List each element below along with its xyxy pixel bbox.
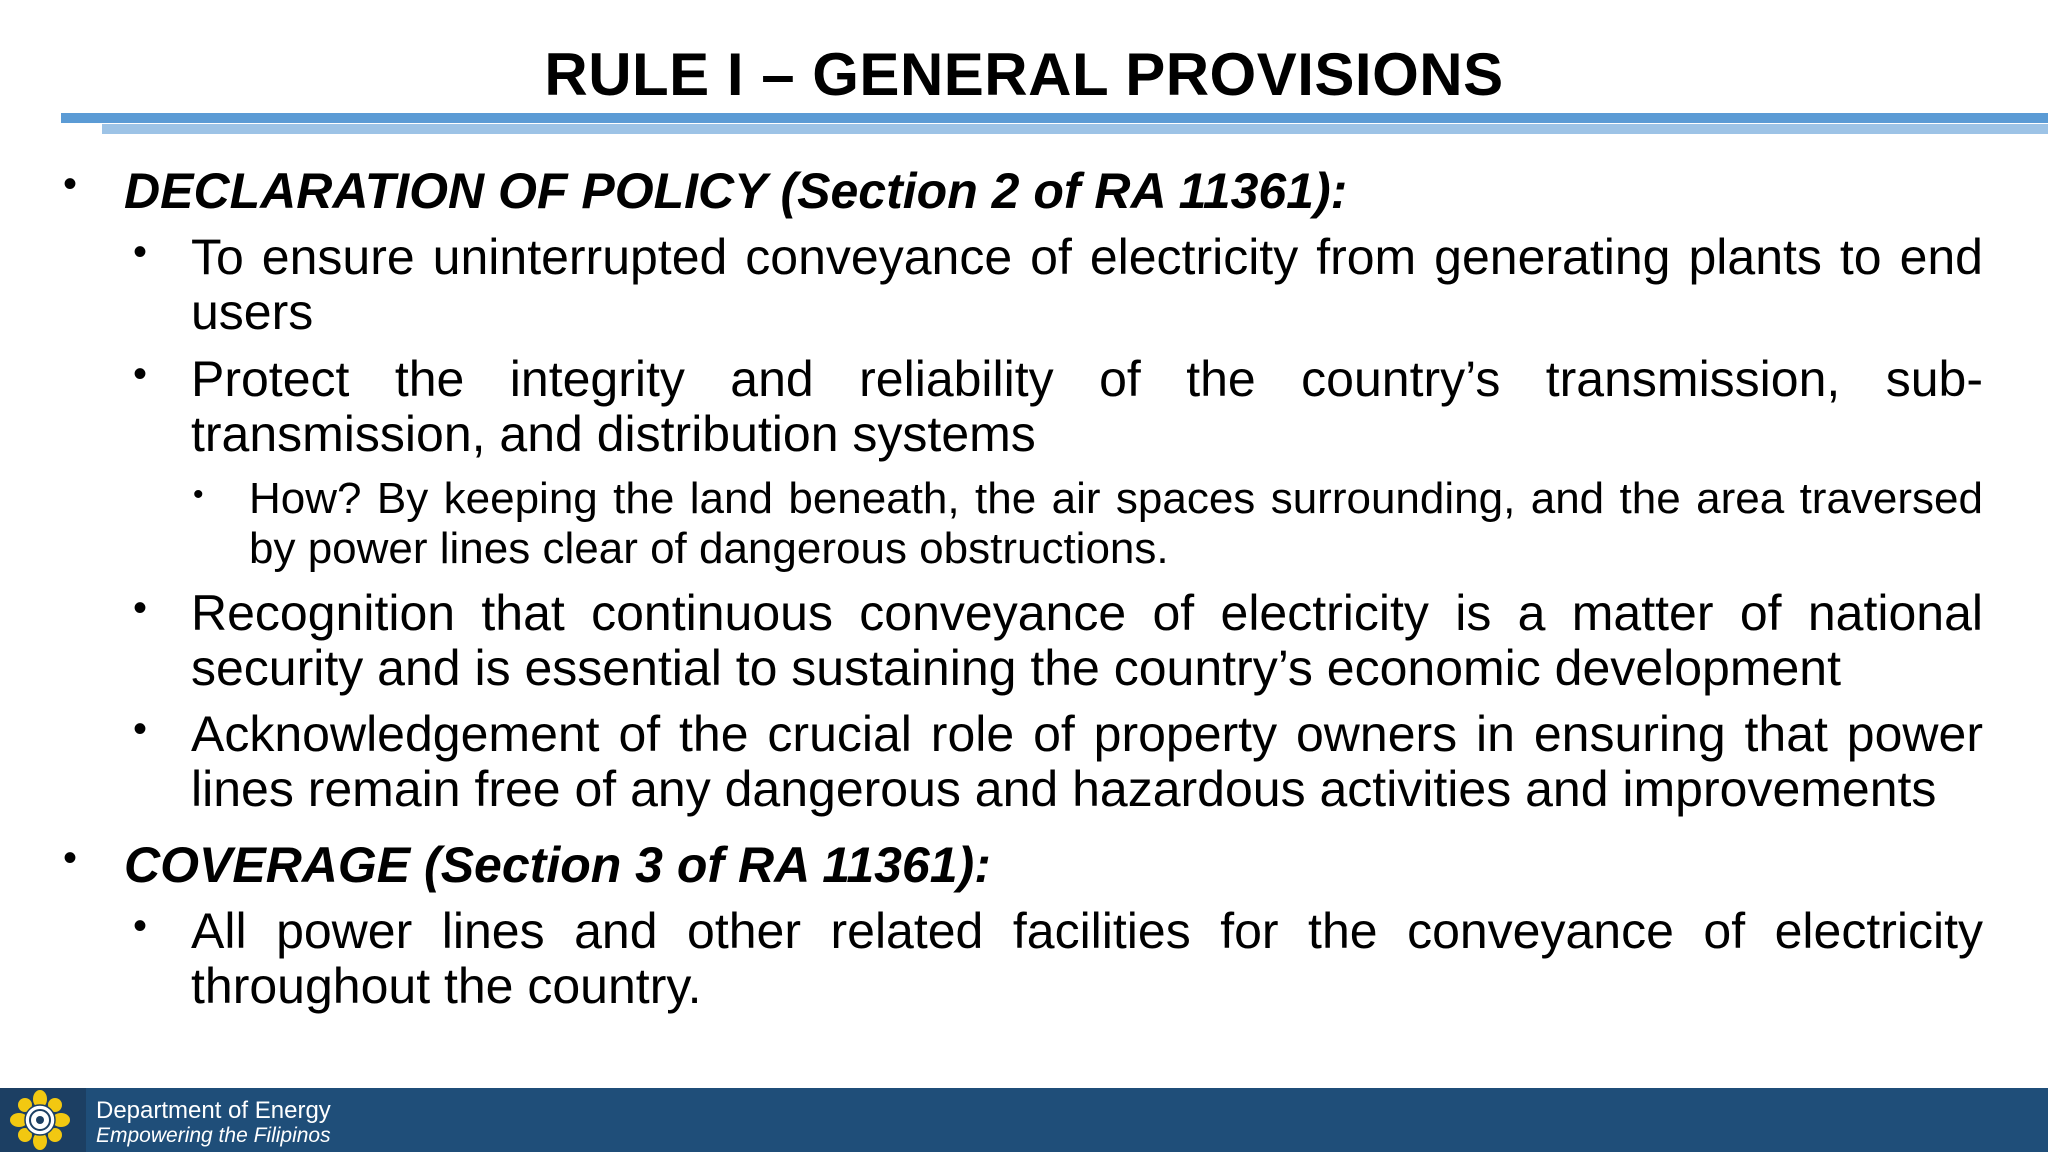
list-item-text: Protect the integrity and reliability of the country’s transmission, sub-transmission, and distribution systems bbox=[191, 351, 1983, 462]
sub-list-item-text: How? By keeping the land beneath, the air spaces surrounding, and the area traversed by power lines clear of dangerous obstructions. bbox=[249, 474, 1983, 573]
list-item-text: Recognition that continuous conveyance of electricity is a matter of national security and is essential to sustaining the country’s economic development bbox=[191, 585, 1983, 696]
footer-organization: Department of Energy bbox=[96, 1097, 331, 1124]
bullet-marker: • bbox=[193, 478, 204, 511]
bullet-marker: • bbox=[63, 162, 78, 206]
bullet-marker: • bbox=[133, 707, 148, 751]
section-heading: DECLARATION OF POLICY (Section 2 of RA 11361): bbox=[124, 163, 1348, 219]
list-item-text: To ensure uninterrupted conveyance of electricity from generating plants to end users bbox=[191, 229, 1983, 340]
bullet-marker: • bbox=[133, 586, 148, 630]
list-item-text: All power lines and other related facilities for the conveyance of electricity throughout the country. bbox=[191, 903, 1983, 1014]
slide-footer bbox=[0, 1088, 2048, 1152]
bullet-marker: • bbox=[63, 836, 78, 880]
bullet-marker: • bbox=[133, 352, 148, 396]
bullet-marker: • bbox=[133, 904, 148, 948]
bullet-marker: • bbox=[133, 230, 148, 274]
slide-title: RULE I – GENERAL PROVISIONS bbox=[544, 41, 1504, 108]
doe-sun-seal-icon bbox=[0, 1088, 86, 1152]
section-heading: COVERAGE (Section 3 of RA 11361): bbox=[124, 837, 991, 893]
list-item-text: Acknowledgement of the crucial role of property owners in ensuring that power lines remain free of any dangerous and hazardous activities and improvements bbox=[191, 706, 1983, 817]
footer-tagline: Empowering the Filipinos bbox=[96, 1124, 331, 1147]
